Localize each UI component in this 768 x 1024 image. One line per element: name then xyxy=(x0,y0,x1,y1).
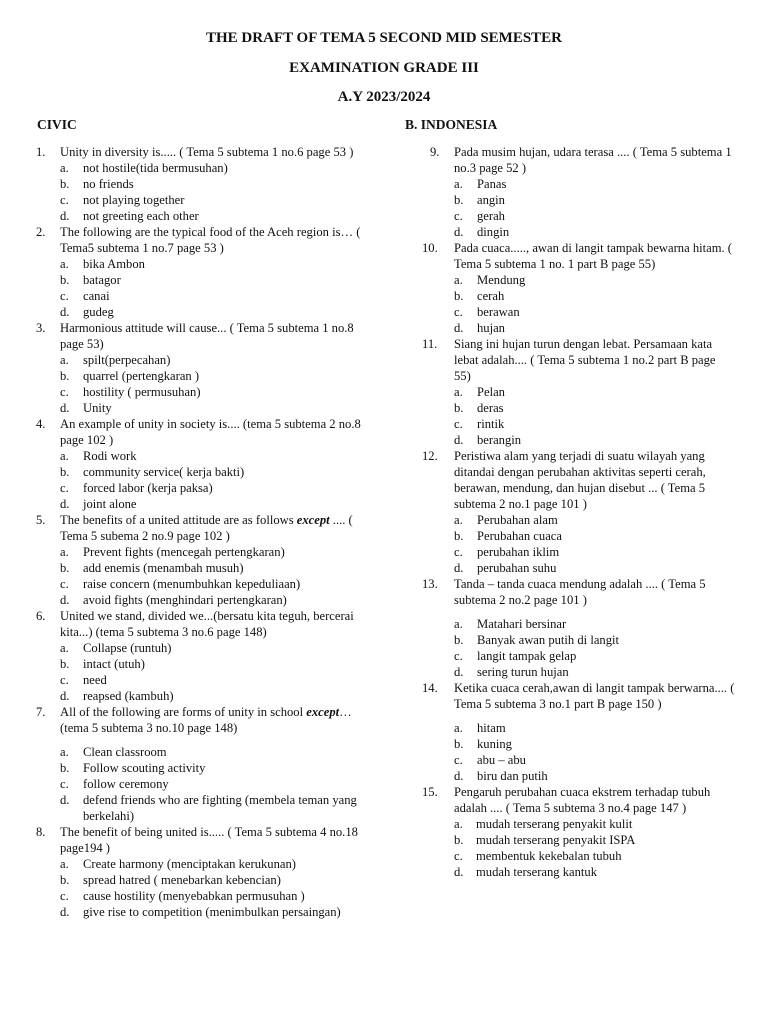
option-text: spilt(perpecahan) xyxy=(83,353,171,367)
question-number: 2. xyxy=(36,225,46,239)
option-text: Matahari bersinar xyxy=(477,617,567,631)
option-text: berawan xyxy=(477,305,520,319)
option-text: mudah terserang penyakit kulit xyxy=(476,817,633,831)
question-number: 14. xyxy=(422,681,438,695)
question-text xyxy=(60,704,366,736)
option-text: perubahan suhu xyxy=(477,561,557,575)
option-text: cerah xyxy=(477,289,505,303)
option-text: follow ceremony xyxy=(83,777,169,791)
answer-option xyxy=(454,768,735,784)
option-letter: a. xyxy=(60,257,69,271)
answer-options xyxy=(60,744,366,824)
question-2 xyxy=(36,224,366,320)
question-text-tail: … (tema 5 subtema 3 no.10 page 148) xyxy=(60,705,352,735)
option-letter: b. xyxy=(60,465,70,479)
answer-option xyxy=(60,160,366,176)
answer-options xyxy=(60,544,366,608)
answer-option xyxy=(60,352,366,368)
option-text: gudeg xyxy=(83,305,114,319)
answer-option xyxy=(60,792,366,824)
option-letter: c. xyxy=(454,649,463,663)
option-letter: d. xyxy=(60,305,70,319)
question-text-tail: .... ( Tema 5 subema 2 no.9 page 102 ) xyxy=(60,513,353,543)
answer-option xyxy=(454,512,735,528)
section-heading-civic: CIVIC xyxy=(37,117,77,132)
question-12 xyxy=(422,448,735,576)
option-text: joint alone xyxy=(83,497,137,511)
answer-options xyxy=(454,176,735,240)
question-text xyxy=(60,512,366,544)
answer-option xyxy=(60,496,366,512)
option-letter: a. xyxy=(454,177,463,191)
option-letter: b. xyxy=(454,633,464,647)
answer-options xyxy=(60,640,366,704)
answer-option xyxy=(60,872,366,888)
question-5 xyxy=(36,512,366,608)
option-letter: c. xyxy=(60,777,69,791)
question-1 xyxy=(36,144,366,224)
answer-option xyxy=(454,720,735,736)
option-text: bika Ambon xyxy=(83,257,145,271)
question-text: Ketika cuaca cerah,awan di langit tampak berwarna.... ( Tema 5 subtema 3 no.1 part B page 150 ) xyxy=(454,681,735,711)
answer-option xyxy=(60,576,366,592)
answer-option xyxy=(454,320,735,336)
answer-option xyxy=(60,744,366,760)
option-letter: c. xyxy=(60,673,69,687)
answer-option xyxy=(454,176,735,192)
answer-options xyxy=(454,512,735,576)
option-text: intact (utuh) xyxy=(83,657,145,671)
question-text: United we stand, divided we...(bersatu kita teguh, bercerai kita...) (tema 5 subtema 3 no.6 page 148) xyxy=(60,609,354,639)
option-letter: a. xyxy=(60,857,69,871)
answer-option xyxy=(454,544,735,560)
question-number: 1. xyxy=(36,145,46,159)
option-letter: b. xyxy=(60,273,70,287)
answer-option xyxy=(60,672,366,688)
answer-option xyxy=(60,904,366,920)
option-letter: c. xyxy=(60,385,69,399)
option-letter: d. xyxy=(454,225,464,239)
question-text: Pengaruh perubahan cuaca ekstrem terhadap tubuh adalah .... ( Tema 5 subtema 3 no.4 page 147 ) xyxy=(454,785,711,815)
option-letter: b. xyxy=(454,737,464,751)
answer-option xyxy=(454,736,735,752)
answer-options xyxy=(454,272,735,336)
answer-option xyxy=(60,448,366,464)
option-text: Mendung xyxy=(477,273,526,287)
option-letter: c. xyxy=(60,193,69,207)
option-text: mudah terserang kantuk xyxy=(476,865,597,879)
option-letter: b. xyxy=(454,193,464,207)
option-text: batagor xyxy=(83,273,121,287)
question-text: Peristiwa alam yang terjadi di suatu wilayah yang ditandai dengan perubahan aktivitas seperti cerah, berawan, mendung, dan hujan disebut ... ( Tema 5 subtema 2 no.1 page 101 ) xyxy=(454,449,706,511)
option-letter: c. xyxy=(60,289,69,303)
option-text: Unity xyxy=(83,401,112,415)
question-number: 6. xyxy=(36,609,46,623)
option-letter: c. xyxy=(454,753,463,767)
option-text: deras xyxy=(477,401,504,415)
option-text: spread hatred ( menebarkan kebencian) xyxy=(83,873,281,887)
option-text: no friends xyxy=(83,177,134,191)
question-10 xyxy=(422,240,735,336)
option-letter: b. xyxy=(60,657,70,671)
answer-option xyxy=(454,192,735,208)
option-letter: c. xyxy=(454,417,463,431)
answer-option xyxy=(454,664,735,680)
answer-option xyxy=(60,272,366,288)
answer-option xyxy=(60,688,366,704)
option-letter: b. xyxy=(60,761,70,775)
option-text: Perubahan alam xyxy=(477,513,558,527)
option-text: Panas xyxy=(477,177,507,191)
answer-option xyxy=(60,368,366,384)
option-letter: a. xyxy=(60,449,69,463)
answer-option xyxy=(60,176,366,192)
option-text: hostility ( permusuhan) xyxy=(83,385,201,399)
answer-option xyxy=(454,616,735,632)
answer-option xyxy=(454,632,735,648)
option-letter: a. xyxy=(60,745,69,759)
option-text: reapsed (kambuh) xyxy=(83,689,174,703)
option-text: not hostile(tida bermusuhan) xyxy=(83,161,228,175)
option-letter: c. xyxy=(60,889,69,903)
question-text: Tanda – tanda cuaca mendung adalah .... ( Tema 5 subtema 2 no.2 page 101 ) xyxy=(454,577,706,607)
answer-options xyxy=(454,816,735,880)
question-text: Pada musim hujan, udara terasa .... ( Tema 5 subtema 1 no.3 page 52 ) xyxy=(454,145,732,175)
answer-option xyxy=(454,400,735,416)
answer-option xyxy=(454,208,735,224)
question-text: Siang ini hujan turun dengan lebat. Persamaan kata lebat adalah.... ( Tema 5 subtema 1 no.2 part B page 55) xyxy=(454,337,716,383)
exam-title-line2: EXAMINATION GRADE III xyxy=(289,60,479,76)
answer-option xyxy=(454,384,735,400)
exam-title-line1: THE DRAFT OF TEMA 5 SECOND MID SEMESTER xyxy=(205,30,563,46)
option-text: Follow scouting activity xyxy=(83,761,206,775)
answer-option xyxy=(454,832,735,848)
option-text: need xyxy=(83,673,107,687)
answer-option xyxy=(454,752,735,768)
option-letter: d. xyxy=(60,497,70,511)
option-letter: b. xyxy=(60,873,70,887)
option-text: canai xyxy=(83,289,110,303)
option-letter: a. xyxy=(454,721,463,735)
option-letter: b. xyxy=(454,529,464,543)
answer-option xyxy=(60,592,366,608)
option-text: biru dan putih xyxy=(477,769,548,783)
option-text: membentuk kekebalan tubuh xyxy=(476,849,622,863)
question-13 xyxy=(422,576,735,680)
option-text: Collapse (runtuh) xyxy=(83,641,172,655)
question-text-emphasis: except xyxy=(296,513,330,527)
option-letter: a. xyxy=(454,817,463,831)
option-letter: b. xyxy=(60,561,70,575)
question-9 xyxy=(430,144,735,240)
option-letter: d. xyxy=(454,561,464,575)
option-letter: c. xyxy=(454,209,463,223)
option-letter: a. xyxy=(454,513,463,527)
answer-option xyxy=(60,760,366,776)
question-15 xyxy=(422,784,735,880)
option-letter: a. xyxy=(454,385,463,399)
question-number: 9. xyxy=(430,145,440,159)
answer-options xyxy=(60,856,366,920)
question-text: Harmonious attitude will cause... ( Tema 5 subtema 1 no.8 page 53) xyxy=(60,321,354,351)
option-letter: a. xyxy=(60,353,69,367)
answer-options xyxy=(60,160,366,224)
answer-option xyxy=(454,816,735,832)
civic-question-column xyxy=(36,144,366,920)
answer-option xyxy=(60,888,366,904)
option-text: rintik xyxy=(477,417,505,431)
section-heading-indonesia: B. INDONESIA xyxy=(405,117,498,132)
question-text: Pada cuaca....., awan di langit tampak bewarna hitam. ( Tema 5 subtema 1 no. 1 part B page 55) xyxy=(454,241,733,271)
answer-options xyxy=(60,448,366,512)
option-letter: a. xyxy=(60,545,69,559)
answer-option xyxy=(60,776,366,792)
option-letter: b. xyxy=(60,177,70,191)
question-number: 8. xyxy=(36,825,46,839)
indonesia-question-column xyxy=(422,144,735,880)
option-text: gerah xyxy=(477,209,505,223)
answer-options xyxy=(454,384,735,448)
option-text: perubahan iklim xyxy=(477,545,560,559)
question-number: 11. xyxy=(422,337,438,351)
option-text: not playing together xyxy=(83,193,185,207)
question-number: 4. xyxy=(36,417,46,431)
option-text: Prevent fights (mencegah pertengkaran) xyxy=(83,545,285,559)
option-text: sering turun hujan xyxy=(477,665,569,679)
question-text-lead: The benefits of a united attitude are as follows xyxy=(60,513,297,527)
answer-option xyxy=(60,544,366,560)
answer-option xyxy=(454,416,735,432)
option-letter: d. xyxy=(454,433,464,447)
option-text: quarrel (pertengkaran ) xyxy=(83,369,200,383)
option-letter: c. xyxy=(60,481,69,495)
answer-option xyxy=(454,224,735,240)
option-letter: d. xyxy=(454,769,464,783)
option-text: avoid fights (menghindari pertengkaran) xyxy=(83,593,287,607)
option-letter: d. xyxy=(60,209,70,223)
option-letter: b. xyxy=(454,289,464,303)
question-number: 3. xyxy=(36,321,46,335)
question-number: 13. xyxy=(422,577,438,591)
answer-option xyxy=(454,272,735,288)
answer-options xyxy=(60,256,366,320)
option-text: Perubahan cuaca xyxy=(477,529,562,543)
option-text: hitam xyxy=(477,721,506,735)
option-text: cause hostility (menyebabkan permusuhan ) xyxy=(83,889,305,903)
option-text: community service( kerja bakti) xyxy=(83,465,245,479)
option-letter: d. xyxy=(60,593,70,607)
question-11 xyxy=(422,336,735,448)
option-text: Rodi work xyxy=(83,449,137,463)
answer-option xyxy=(454,528,735,544)
question-number: 15. xyxy=(422,785,438,799)
question-number: 12. xyxy=(422,449,438,463)
option-letter: c. xyxy=(454,849,463,863)
answer-option xyxy=(60,304,366,320)
option-letter: d. xyxy=(454,321,464,335)
question-7 xyxy=(36,704,366,824)
option-text: hujan xyxy=(477,321,505,335)
option-text: kuning xyxy=(477,737,512,751)
answer-option xyxy=(60,656,366,672)
option-letter: a. xyxy=(60,641,69,655)
answer-options xyxy=(60,352,366,416)
question-6 xyxy=(36,608,366,704)
question-text: Unity in diversity is..... ( Tema 5 subtema 1 no.6 page 53 ) xyxy=(60,145,354,159)
question-8 xyxy=(36,824,366,920)
option-letter: d. xyxy=(454,865,464,879)
option-text: raise concern (menumbuhkan kepeduliaan) xyxy=(83,577,301,591)
question-text-emphasis: except xyxy=(306,705,340,719)
answer-option xyxy=(454,560,735,576)
answer-option xyxy=(60,256,366,272)
option-text: abu – abu xyxy=(477,753,526,767)
answer-options xyxy=(454,720,735,784)
answer-option xyxy=(454,864,735,880)
option-text: dingin xyxy=(477,225,510,239)
answer-option xyxy=(60,560,366,576)
answer-options xyxy=(454,616,735,680)
option-letter: b. xyxy=(454,833,464,847)
option-letter: b. xyxy=(60,369,70,383)
option-text: berangin xyxy=(477,433,522,447)
question-number: 5. xyxy=(36,513,46,527)
option-letter: b. xyxy=(454,401,464,415)
question-text: The following are the typical food of the Aceh region is… ( Tema5 subtema 1 no.7 page 53 ) xyxy=(60,225,361,255)
option-letter: d. xyxy=(60,401,70,415)
option-text: Banyak awan putih di langit xyxy=(477,633,619,647)
question-number: 7. xyxy=(36,705,46,719)
question-3 xyxy=(36,320,366,416)
answer-option xyxy=(60,288,366,304)
option-text: mudah terserang penyakit ISPA xyxy=(476,833,636,847)
answer-option xyxy=(60,400,366,416)
question-text: The benefit of being united is..... ( Tema 5 subtema 4 no.18 page194 ) xyxy=(60,825,358,855)
option-letter: d. xyxy=(60,793,70,807)
answer-option xyxy=(60,192,366,208)
exam-academic-year: A.Y 2023/2024 xyxy=(337,89,431,105)
option-letter: d. xyxy=(454,665,464,679)
answer-option xyxy=(60,464,366,480)
option-text: angin xyxy=(477,193,505,207)
answer-option xyxy=(60,208,366,224)
answer-option xyxy=(454,432,735,448)
option-text: Clean classroom xyxy=(83,745,167,759)
option-text: not greeting each other xyxy=(83,209,199,223)
question-4 xyxy=(36,416,366,512)
question-number: 10. xyxy=(422,241,438,255)
answer-option xyxy=(60,384,366,400)
question-text-lead: All of the following are forms of unity in school xyxy=(60,705,307,719)
option-letter: a. xyxy=(60,161,69,175)
option-letter: c. xyxy=(60,577,69,591)
option-text: Create harmony (menciptakan kerukunan) xyxy=(83,857,296,871)
option-letter: a. xyxy=(454,617,463,631)
answer-option xyxy=(454,304,735,320)
answer-option xyxy=(454,648,735,664)
option-text: Pelan xyxy=(477,385,505,399)
question-14 xyxy=(422,680,735,784)
answer-option xyxy=(454,848,735,864)
answer-option xyxy=(60,640,366,656)
option-text: langit tampak gelap xyxy=(477,649,577,663)
option-letter: d. xyxy=(60,905,70,919)
answer-option xyxy=(454,288,735,304)
question-text: An example of unity in society is.... (tema 5 subtema 2 no.8 page 102 ) xyxy=(60,417,361,447)
option-text: forced labor (kerja paksa) xyxy=(83,481,213,495)
option-letter: c. xyxy=(454,305,463,319)
option-text: defend friends who are fighting (membela teman yang berkelahi) xyxy=(83,793,357,823)
option-letter: c. xyxy=(454,545,463,559)
option-text: add enemis (menambah musuh) xyxy=(83,561,244,575)
answer-option xyxy=(60,856,366,872)
option-letter: d. xyxy=(60,689,70,703)
answer-option xyxy=(60,480,366,496)
option-text: give rise to competition (menimbulkan persaingan) xyxy=(83,905,341,919)
option-letter: a. xyxy=(454,273,463,287)
